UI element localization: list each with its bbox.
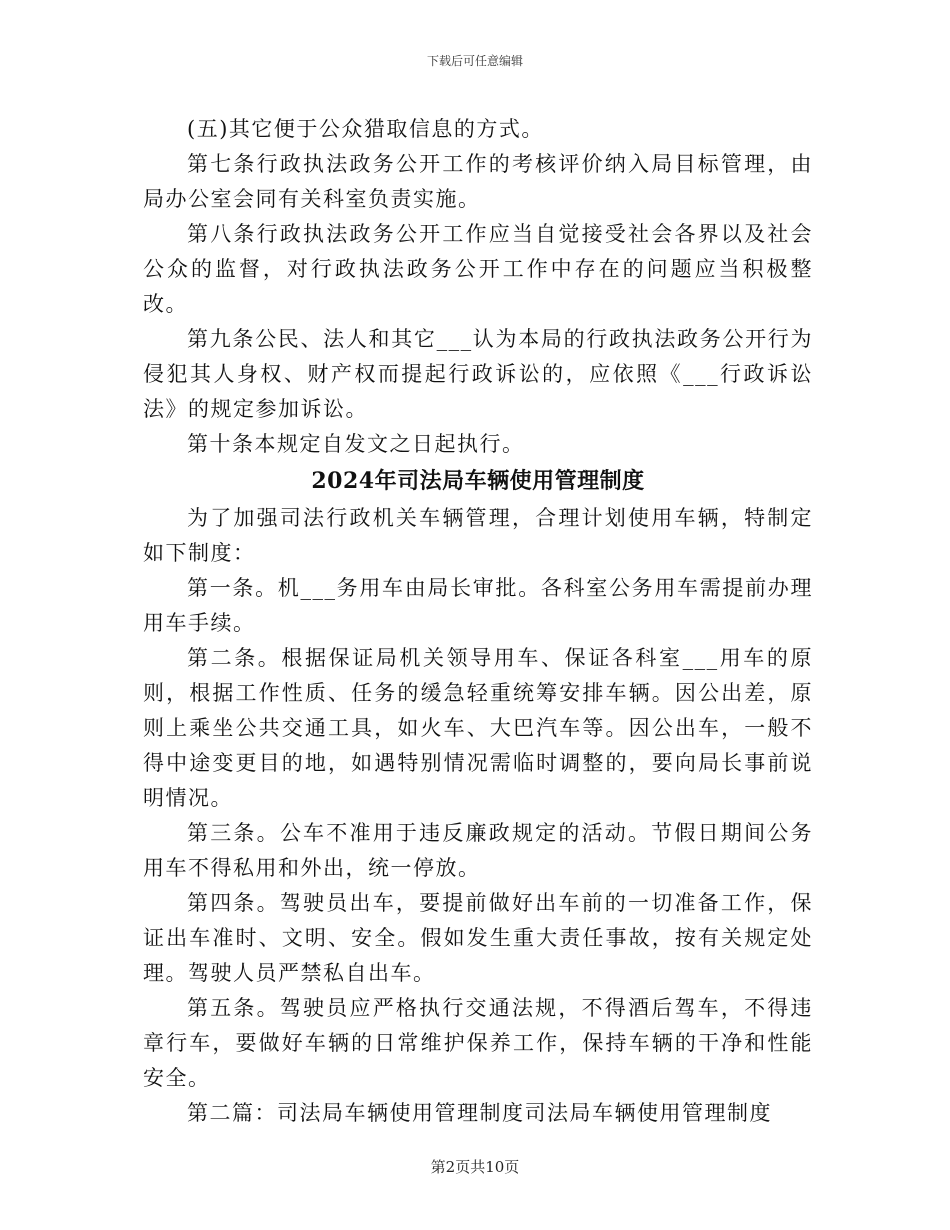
paragraph: 第一条。机___务用车由局长审批。各科室公务用车需提前办理用车手续。 <box>143 576 813 635</box>
page-header: 下载后可任意编辑 <box>426 54 523 68</box>
paragraph: (五)其它便于公众猎取信息的方式。 <box>187 117 544 141</box>
paragraph: 第八条行政执法政务公开工作应当自觉接受社会各界以及社会公众的监督，对行政执法政务公开工作中存在的问题应当积极整改。 <box>143 222 813 316</box>
paragraph: 第十条本规定自发文之日起执行。 <box>187 432 525 456</box>
paragraph: 第四条。驾驶员出车，要提前做好出车前的一切准备工作，保证出车准时、文明、安全。假如发生重大责任事故，按有关规定处理。驾驶人员严禁私自出车。 <box>143 891 813 985</box>
section-title: 2024年司法局车辆使用管理制度 <box>311 468 645 494</box>
paragraph: 第二条。根据保证局机关领导用车、保证各科室___用车的原则，根据工作性质、任务的缓急轻重统筹安排车辆。因公出差，原则上乘坐公共交通工具，如火车、大巴汽车等。因公出车，一般不得中途变更目的地，如遇特别情况需临时调整的，要向局长事前说明情况。 <box>143 646 813 810</box>
paragraph: 第七条行政执法政务公开工作的考核评价纳入局目标管理，由局办公室会同有关科室负责实施。 <box>143 152 813 211</box>
document-body <box>143 112 813 1131</box>
paragraph: 第三条。公车不准用于违反廉政规定的活动。节假日期间公务用车不得私用和外出，统一停放。 <box>143 821 813 880</box>
paragraph: 第九条公民、法人和其它___认为本局的行政执法政务公开行为侵犯其人身权、财产权而提起行政诉讼的，应依照《___行政诉讼法》的规定参加诉讼。 <box>143 327 813 421</box>
page-number: 第2页共10页 <box>430 1158 520 1176</box>
paragraph: 第二篇：司法局车辆使用管理制度司法局车辆使用管理制度 <box>187 1101 772 1125</box>
paragraph: 为了加强司法行政机关车辆管理，合理计划使用车辆，特制定如下制度： <box>143 506 813 565</box>
paragraph: 第五条。驾驶员应严格执行交通法规，不得酒后驾车，不得违章行车，要做好车辆的日常维护保养工作，保持车辆的干净和性能安全。 <box>143 996 813 1090</box>
